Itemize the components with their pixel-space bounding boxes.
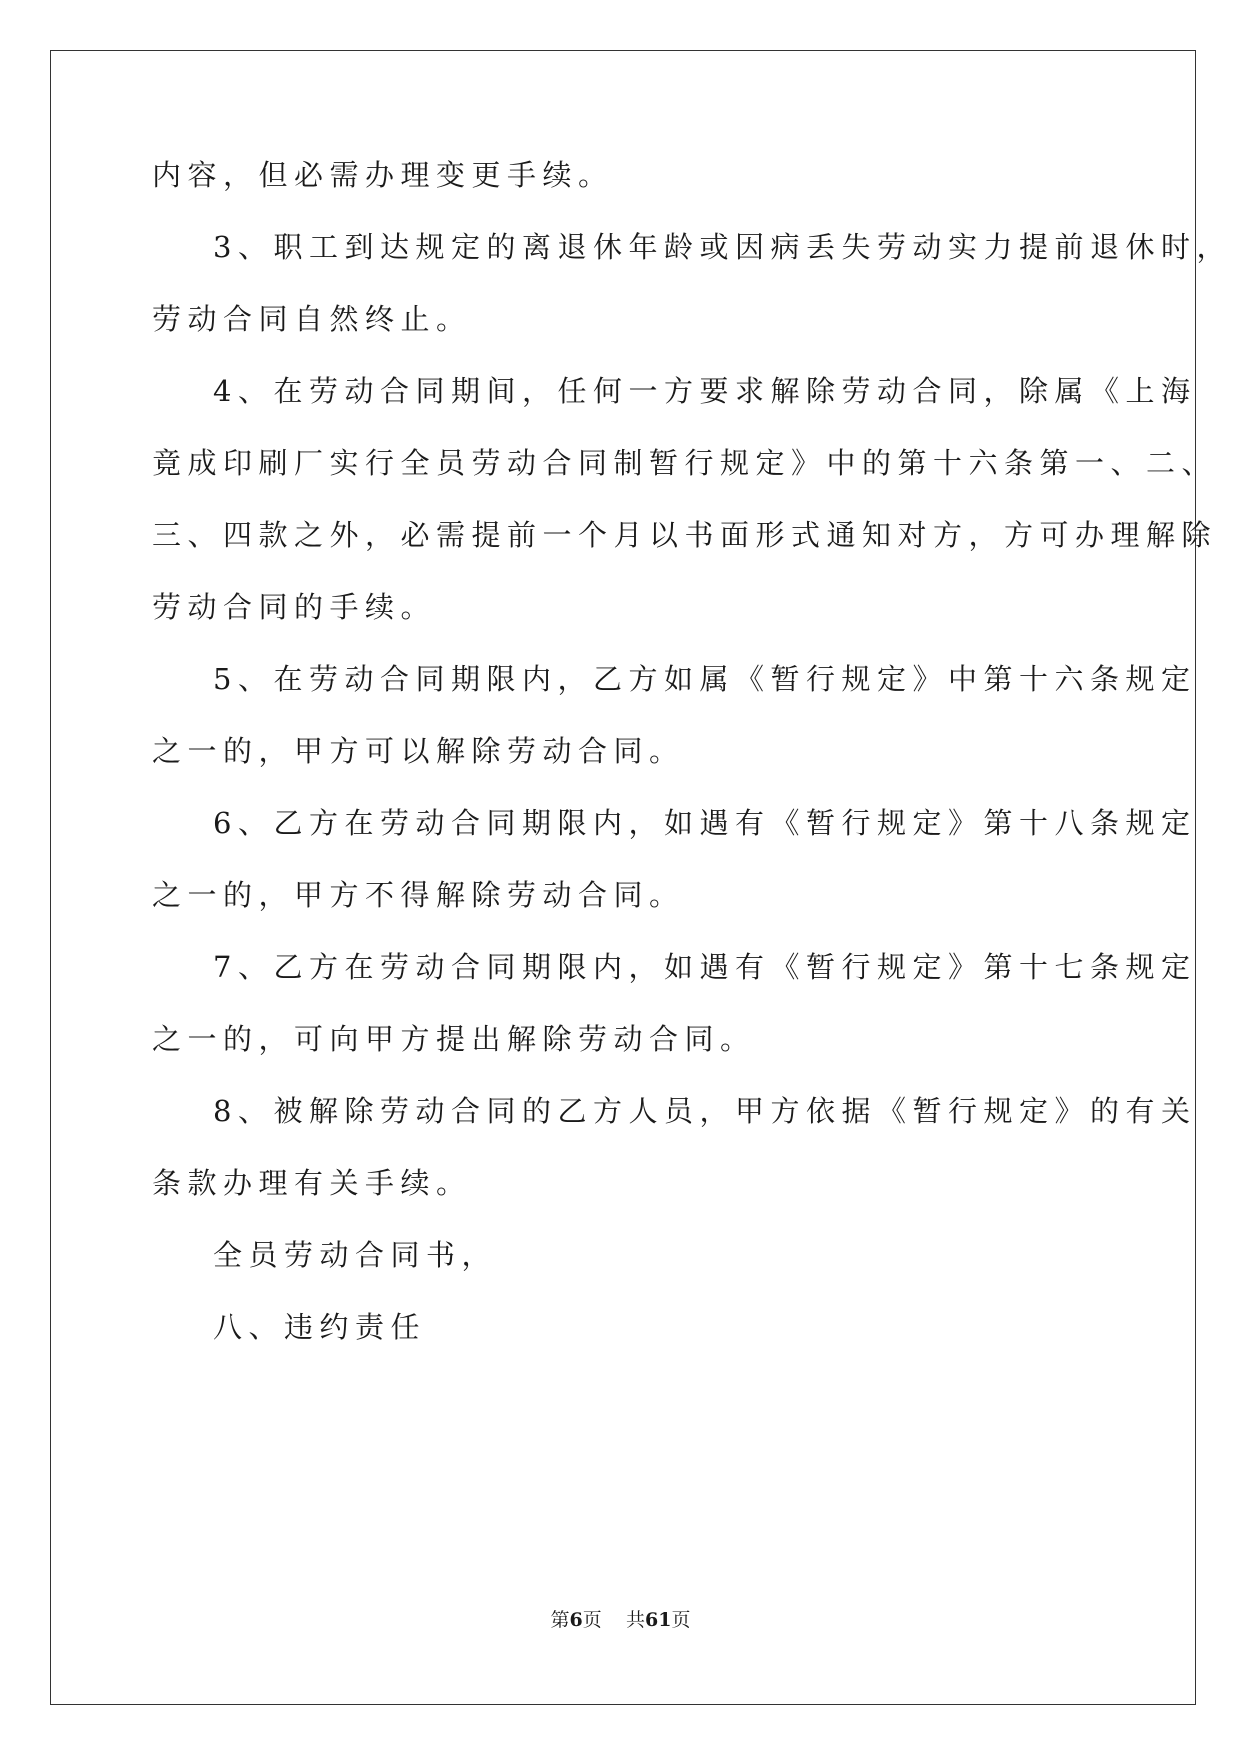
text-line: 6、乙方在劳动合同期限内，如遇有《暂行规定》第十八条规定	[213, 806, 1197, 840]
text-line: 内容，但必需办理变更手续。	[152, 158, 614, 192]
text-line: 7、乙方在劳动合同期限内，如遇有《暂行规定》第十七条规定	[213, 950, 1197, 984]
text-line: 5、在劳动合同期限内，乙方如属《暂行规定》中第十六条规定	[213, 662, 1197, 696]
footer-page-total: 61	[644, 1609, 672, 1631]
text-line: 八、违约责任	[213, 1310, 427, 1344]
text-line: 三、四款之外，必需提前一个月以书面形式通知对方，方可办理解除	[152, 518, 1218, 552]
page-footer	[0, 1608, 1241, 1632]
text-line: 劳动合同的手续。	[152, 590, 437, 624]
text-line: 劳动合同自然终止。	[152, 302, 472, 336]
footer-total-suffix: 页	[671, 1609, 691, 1631]
text-line: 竟成印刷厂实行全员劳动合同制暂行规定》中的第十六条第一、二、	[152, 446, 1218, 480]
text-line: 4、在劳动合同期间，任何一方要求解除劳动合同，除属《上海	[213, 374, 1197, 408]
footer-total-prefix: 共	[625, 1609, 645, 1631]
text-line: 8、被解除劳动合同的乙方人员，甲方依据《暂行规定》的有关	[213, 1094, 1197, 1128]
text-line: 全员劳动合同书，	[213, 1238, 498, 1272]
text-line: 之一的，甲方可以解除劳动合同。	[152, 734, 685, 768]
text-line: 条款办理有关手续。	[152, 1166, 472, 1200]
text-line: 之一的，可向甲方提出解除劳动合同。	[152, 1022, 756, 1056]
footer-page-suffix: 页	[582, 1609, 602, 1631]
text-line: 之一的，甲方不得解除劳动合同。	[152, 878, 685, 912]
text-line: 3、职工到达规定的离退休年龄或因病丢失劳动实力提前退休时，	[213, 230, 1232, 264]
footer-page-current: 6	[569, 1609, 583, 1631]
footer-page-prefix: 第	[550, 1609, 570, 1631]
